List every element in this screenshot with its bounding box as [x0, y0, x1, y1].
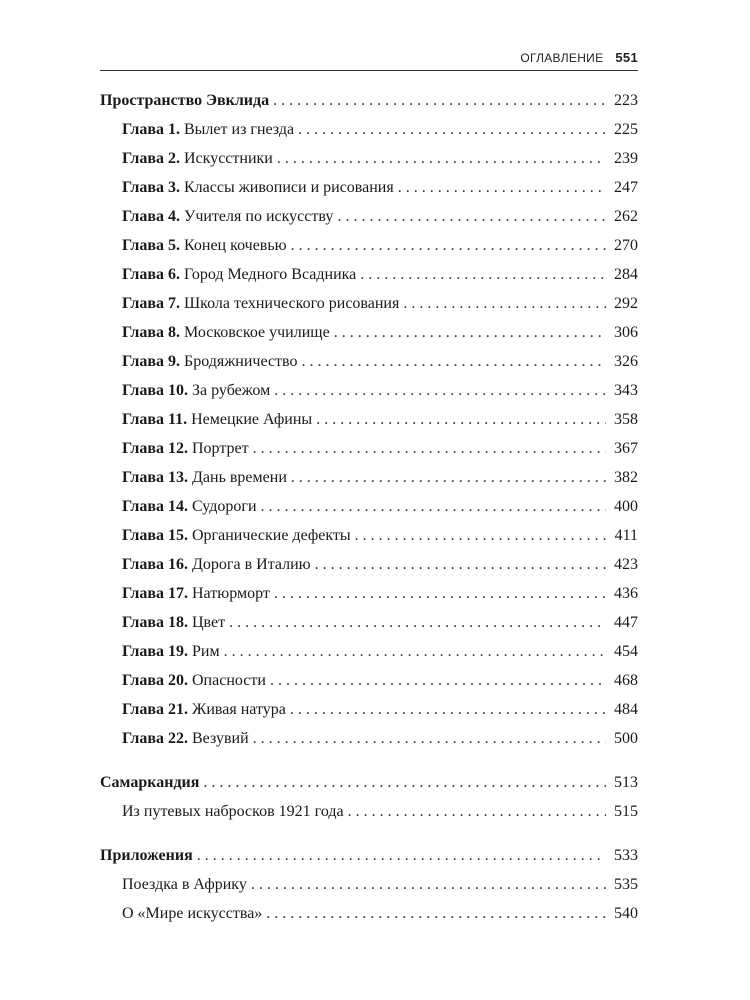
dot-leader	[291, 463, 606, 492]
part-title: Пространство Эвклида	[100, 92, 270, 109]
chapter-title: Учителя по искусству	[184, 208, 334, 225]
chapter-title: Дань времени	[192, 469, 287, 486]
page-ref: 454	[614, 643, 638, 660]
chapter-title: Вылет из гнезда	[184, 121, 295, 138]
dot-leader	[315, 550, 606, 579]
dot-leader	[274, 579, 606, 608]
toc-chapter-entry[interactable]	[100, 695, 638, 724]
entry-title: Из путевых набросков 1921 года	[122, 803, 344, 820]
dot-leader	[398, 173, 606, 202]
toc-chapter-entry[interactable]	[100, 579, 638, 608]
chapter-title: Немецкие Афины	[191, 411, 313, 428]
page-ref: 239	[614, 150, 638, 167]
dot-leader	[334, 318, 606, 347]
dot-leader	[298, 115, 606, 144]
toc-chapter-entry[interactable]	[100, 289, 638, 318]
chapter-title: Цвет	[192, 614, 226, 631]
toc-chapter-entry[interactable]	[100, 405, 638, 434]
chapter-prefix: Глава 8.	[122, 324, 180, 341]
toc-entry[interactable]	[100, 797, 638, 826]
chapter-prefix: Глава 2.	[122, 150, 180, 167]
page-ref: 358	[614, 411, 638, 428]
dot-leader	[277, 144, 606, 173]
chapter-title: Органические дефекты	[192, 527, 351, 544]
page-ref: 535	[614, 876, 638, 893]
table-of-contents	[100, 86, 638, 928]
chapter-prefix: Глава 17.	[122, 585, 188, 602]
page-ref: 468	[614, 672, 638, 689]
page-ref: 411	[614, 527, 638, 544]
toc-chapter-entry[interactable]	[100, 202, 638, 231]
page-ref: 447	[614, 614, 638, 631]
chapter-prefix: Глава 3.	[122, 179, 180, 196]
chapter-title: Искусстники	[184, 150, 273, 167]
dot-leader	[253, 434, 606, 463]
chapter-list	[100, 115, 638, 753]
page-ref: 533	[614, 847, 638, 864]
chapter-prefix: Глава 10.	[122, 382, 188, 399]
chapter-prefix: Глава 9.	[122, 353, 180, 370]
entry-title: Поездка в Африку	[122, 876, 247, 893]
toc-chapter-entry[interactable]	[100, 318, 638, 347]
chapter-prefix: Глава 22.	[122, 730, 188, 747]
running-title: ОГЛАВЛЕНИЕ	[520, 51, 604, 65]
dot-leader	[229, 608, 606, 637]
page-ref: 247	[614, 179, 638, 196]
chapter-title: Конец кочевью	[184, 237, 287, 254]
part-title: Самаркандия	[100, 774, 200, 791]
dot-leader	[337, 202, 606, 231]
chapter-title: Опасности	[192, 672, 266, 689]
chapter-title: За рубежом	[192, 382, 271, 399]
chapter-prefix: Глава 11.	[122, 411, 188, 428]
dot-leader	[266, 899, 606, 928]
toc-entry[interactable]	[100, 870, 638, 899]
toc-chapter-entry[interactable]	[100, 550, 638, 579]
dot-leader	[290, 695, 606, 724]
toc-chapter-entry[interactable]	[100, 231, 638, 260]
dot-leader	[273, 86, 606, 115]
dot-leader	[348, 797, 606, 826]
chapter-prefix: Глава 21.	[122, 701, 188, 718]
page-ref: 500	[614, 730, 638, 747]
part-title: Приложения	[100, 847, 193, 864]
chapter-title: Везувий	[192, 730, 249, 747]
header-rule	[100, 70, 638, 71]
chapter-title: Дорога в Италию	[192, 556, 311, 573]
dot-leader	[316, 405, 606, 434]
page-ref: 436	[614, 585, 638, 602]
running-head	[100, 50, 638, 65]
chapter-title: Школа технического рисования	[184, 295, 400, 312]
dot-leader	[355, 521, 606, 550]
chapter-title: Московское училище	[184, 324, 330, 341]
chapter-prefix: Глава 19.	[122, 643, 188, 660]
page-ref: 326	[614, 353, 638, 370]
chapter-title: Город Медного Всадника	[184, 266, 357, 283]
page-number: 551	[615, 50, 638, 65]
toc-chapter-entry[interactable]	[100, 115, 638, 144]
entry-title: О «Мире искусства»	[122, 905, 263, 922]
page-ref: 284	[614, 266, 638, 283]
toc-chapter-entry[interactable]	[100, 173, 638, 202]
toc-part-heading[interactable]	[100, 86, 638, 115]
chapter-title: Бродяжничество	[184, 353, 298, 370]
dot-leader	[203, 768, 606, 797]
dot-leader	[274, 376, 606, 405]
dot-leader	[253, 724, 606, 753]
chapter-title: Рим	[192, 643, 220, 660]
toc-entry[interactable]	[100, 899, 638, 928]
chapter-prefix: Глава 7.	[122, 295, 180, 312]
chapter-title: Натюрморт	[192, 585, 270, 602]
toc-chapter-entry[interactable]	[100, 608, 638, 637]
chapter-prefix: Глава 20.	[122, 672, 188, 689]
dot-leader	[302, 347, 607, 376]
page-ref: 513	[614, 774, 638, 791]
chapter-prefix: Глава 15.	[122, 527, 188, 544]
toc-chapter-entry[interactable]	[100, 492, 638, 521]
page-ref: 484	[614, 701, 638, 718]
page-ref: 270	[614, 237, 638, 254]
page-ref: 400	[614, 498, 638, 515]
chapter-prefix: Глава 4.	[122, 208, 180, 225]
page-ref: 540	[614, 905, 638, 922]
chapter-prefix: Глава 14.	[122, 498, 188, 515]
page-ref: 262	[614, 208, 638, 225]
toc-part-heading[interactable]	[100, 768, 638, 797]
dot-leader	[251, 870, 606, 899]
chapter-title: Судороги	[192, 498, 257, 515]
chapter-prefix: Глава 13.	[122, 469, 188, 486]
toc-chapter-entry[interactable]	[100, 521, 638, 550]
chapter-title: Классы живописи и рисования	[184, 179, 394, 196]
dot-leader	[270, 666, 606, 695]
toc-chapter-entry[interactable]	[100, 724, 638, 753]
dot-leader	[261, 492, 606, 521]
toc-chapter-entry[interactable]	[100, 144, 638, 173]
chapter-title: Портрет	[192, 440, 249, 457]
toc-chapter-entry[interactable]	[100, 434, 638, 463]
page-ref: 343	[614, 382, 638, 399]
toc-part-heading[interactable]	[100, 841, 638, 870]
dot-leader	[360, 260, 606, 289]
chapter-prefix: Глава 1.	[122, 121, 180, 138]
dot-leader	[224, 637, 606, 666]
dot-leader	[403, 289, 606, 318]
chapter-prefix: Глава 12.	[122, 440, 188, 457]
page-ref: 225	[614, 121, 638, 138]
chapter-prefix: Глава 6.	[122, 266, 180, 283]
page-ref: 367	[614, 440, 638, 457]
page-ref: 306	[614, 324, 638, 341]
chapter-prefix: Глава 16.	[122, 556, 188, 573]
toc-chapter-entry[interactable]	[100, 463, 638, 492]
chapter-title: Живая натура	[192, 701, 286, 718]
page-ref: 515	[614, 803, 638, 820]
chapter-prefix: Глава 18.	[122, 614, 188, 631]
toc-chapter-entry[interactable]	[100, 347, 638, 376]
page-ref: 223	[614, 92, 638, 109]
page-ref: 382	[614, 469, 638, 486]
toc-chapter-entry[interactable]	[100, 666, 638, 695]
toc-chapter-entry[interactable]	[100, 376, 638, 405]
toc-chapter-entry[interactable]	[100, 637, 638, 666]
dot-leader	[291, 231, 606, 260]
chapter-prefix: Глава 5.	[122, 237, 180, 254]
toc-chapter-entry[interactable]	[100, 260, 638, 289]
dot-leader	[197, 841, 606, 870]
page-ref: 423	[614, 556, 638, 573]
page-ref: 292	[614, 295, 638, 312]
